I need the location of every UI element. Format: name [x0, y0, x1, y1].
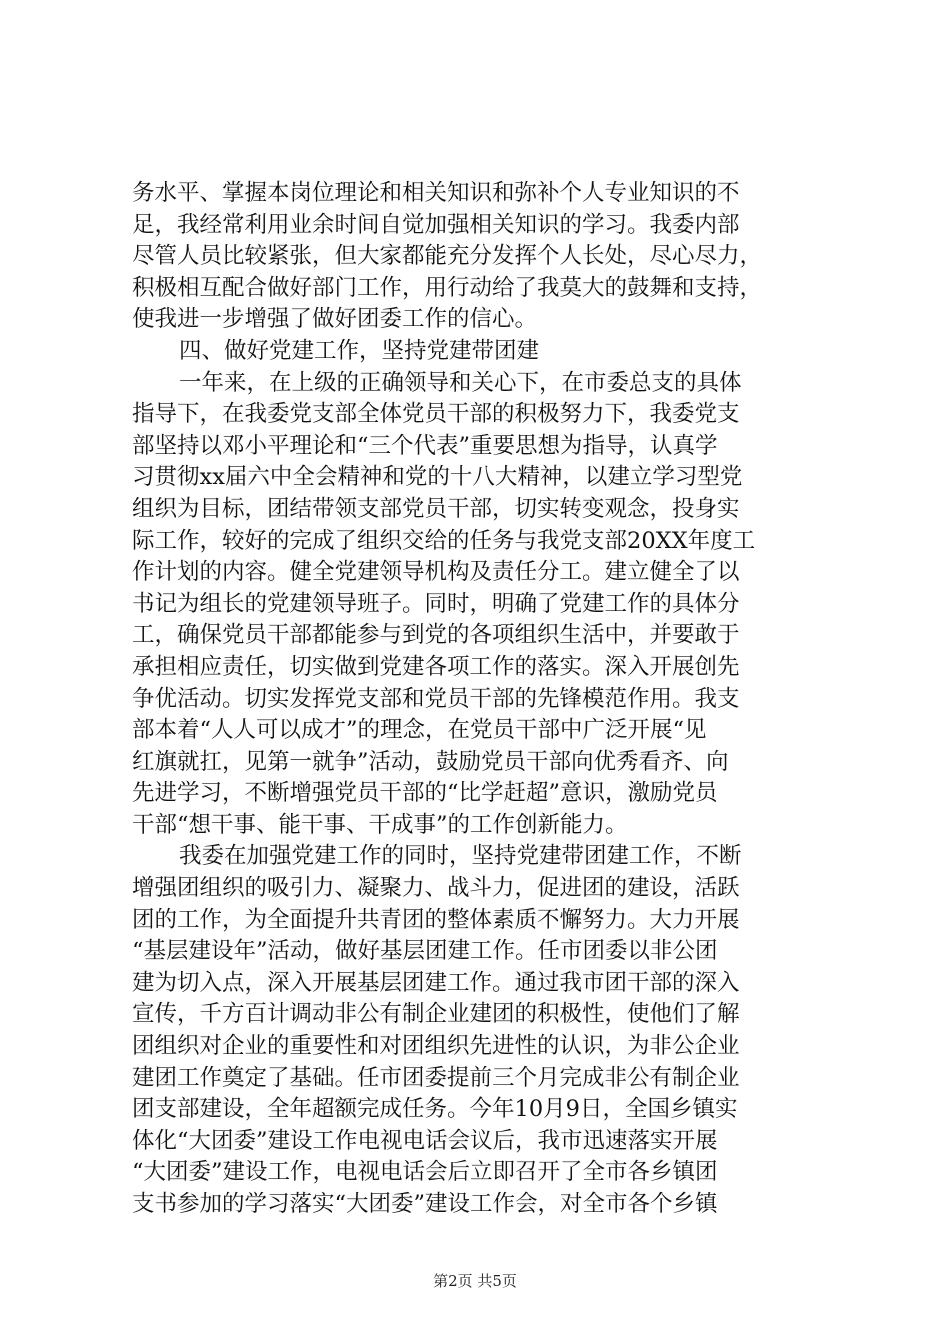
document-body [132, 178, 832, 1221]
text-line: 承担相应责任，切实做到党建各项工作的落实。深入开展创先 [132, 653, 740, 680]
text-line: 际工作，较好的完成了组织交给的任务与我党支部20XX年度工 [132, 527, 756, 554]
text-line: 务水平、掌握本岗位理论和相关知识和弥补个人专业知识的不 [132, 180, 740, 206]
text-line: 争优活动。切实发挥党支部和党员干部的先锋模范作用。我支 [132, 685, 740, 712]
text-line: 部本着“人人可以成才”的理念，在党员干部中广泛开展“见 [132, 717, 707, 744]
text-line: 工，确保党员干部都能参与到党的各项组织生活中，并要敢于 [132, 622, 740, 649]
text-line: 我委在加强党建工作的同时，坚持党建带团建工作，不断 [179, 843, 742, 870]
text-line: “大团委”建设工作，电视电话会后立即召开了全市各乡镇团 [132, 1159, 718, 1186]
text-line: 团支部建设，全年超额完成任务。今年10月9日，全国乡镇实 [132, 1096, 738, 1123]
text-line: 先进学习，不断增强党员干部的“比学赶超”意识，激励党员 [132, 780, 718, 807]
text-line: 指导下，在我委党支部全体党员干部的积极努力下，我委党支 [132, 401, 740, 428]
text-line: 干部“想干事、能干事、干成事”的工作创新能力。 [132, 811, 628, 838]
text-line: 团组织对企业的重要性和对团组织先进性的认识，为非公企业 [132, 1033, 740, 1060]
text-line: 四、做好党建工作，坚持党建带团建 [179, 337, 540, 364]
text-line: 增强团组织的吸引力、凝聚力、战斗力，促进团的建设，活跃 [132, 875, 740, 902]
text-line: 书记为组长的党建领导班子。同时，明确了党建工作的具体分 [132, 590, 740, 617]
text-line: 使我进一步增强了做好团委工作的信心。 [132, 306, 538, 333]
text-line: 组织为目标，团结带领支部党员干部，切实转变观念，投身实 [132, 495, 740, 522]
text-line: 作计划的内容。健全党建领导机构及责任分工。建立健全了以 [132, 559, 740, 586]
page-number-footer: 第2页 共5页 [433, 1272, 517, 1290]
text-line: 尽管人员比较紧张，但大家都能充分发挥个人长处，尽心尽力， [132, 243, 763, 270]
text-line: 习贯彻xx届六中全会精神和党的十八大精神，以建立学习型党 [132, 464, 743, 491]
text-line: 团的工作，为全面提升共青团的整体素质不懈努力。大力开展 [132, 906, 740, 933]
text-line: 红旗就扛，见第一就争”活动，鼓励党员干部向优秀看齐、向 [132, 748, 729, 775]
text-line: 建为切入点，深入开展基层团建工作。通过我市团干部的深入 [132, 969, 740, 996]
text-line: 一年来，在上级的正确领导和关心下，在市委总支的具体 [179, 369, 742, 396]
text-line: “基层建设年”活动，做好基层团建工作。任市团委以非公团 [132, 938, 718, 965]
text-line: 宣传，千方百计调动非公有制企业建团的积极性，使他们了解 [132, 1001, 740, 1028]
text-line: 支书参加的学习落实“大团委”建设工作会，对全市各个乡镇 [132, 1191, 718, 1217]
text-line: 足，我经常利用业余时间自觉加强相关知识的学习。我委内部 [132, 211, 740, 238]
text-line: 建团工作奠定了基础。任市团委提前三个月完成非公有制企业 [132, 1064, 740, 1091]
text-line: 部坚持以邓小平理论和“三个代表”重要思想为指导，认真学 [132, 432, 718, 459]
text-line: 积极相互配合做好部门工作，用行动给了我莫大的鼓舞和支持， [132, 274, 763, 301]
text-line: 体化“大团委”建设工作电视电话会议后，我市迅速落实开展 [132, 1127, 718, 1154]
